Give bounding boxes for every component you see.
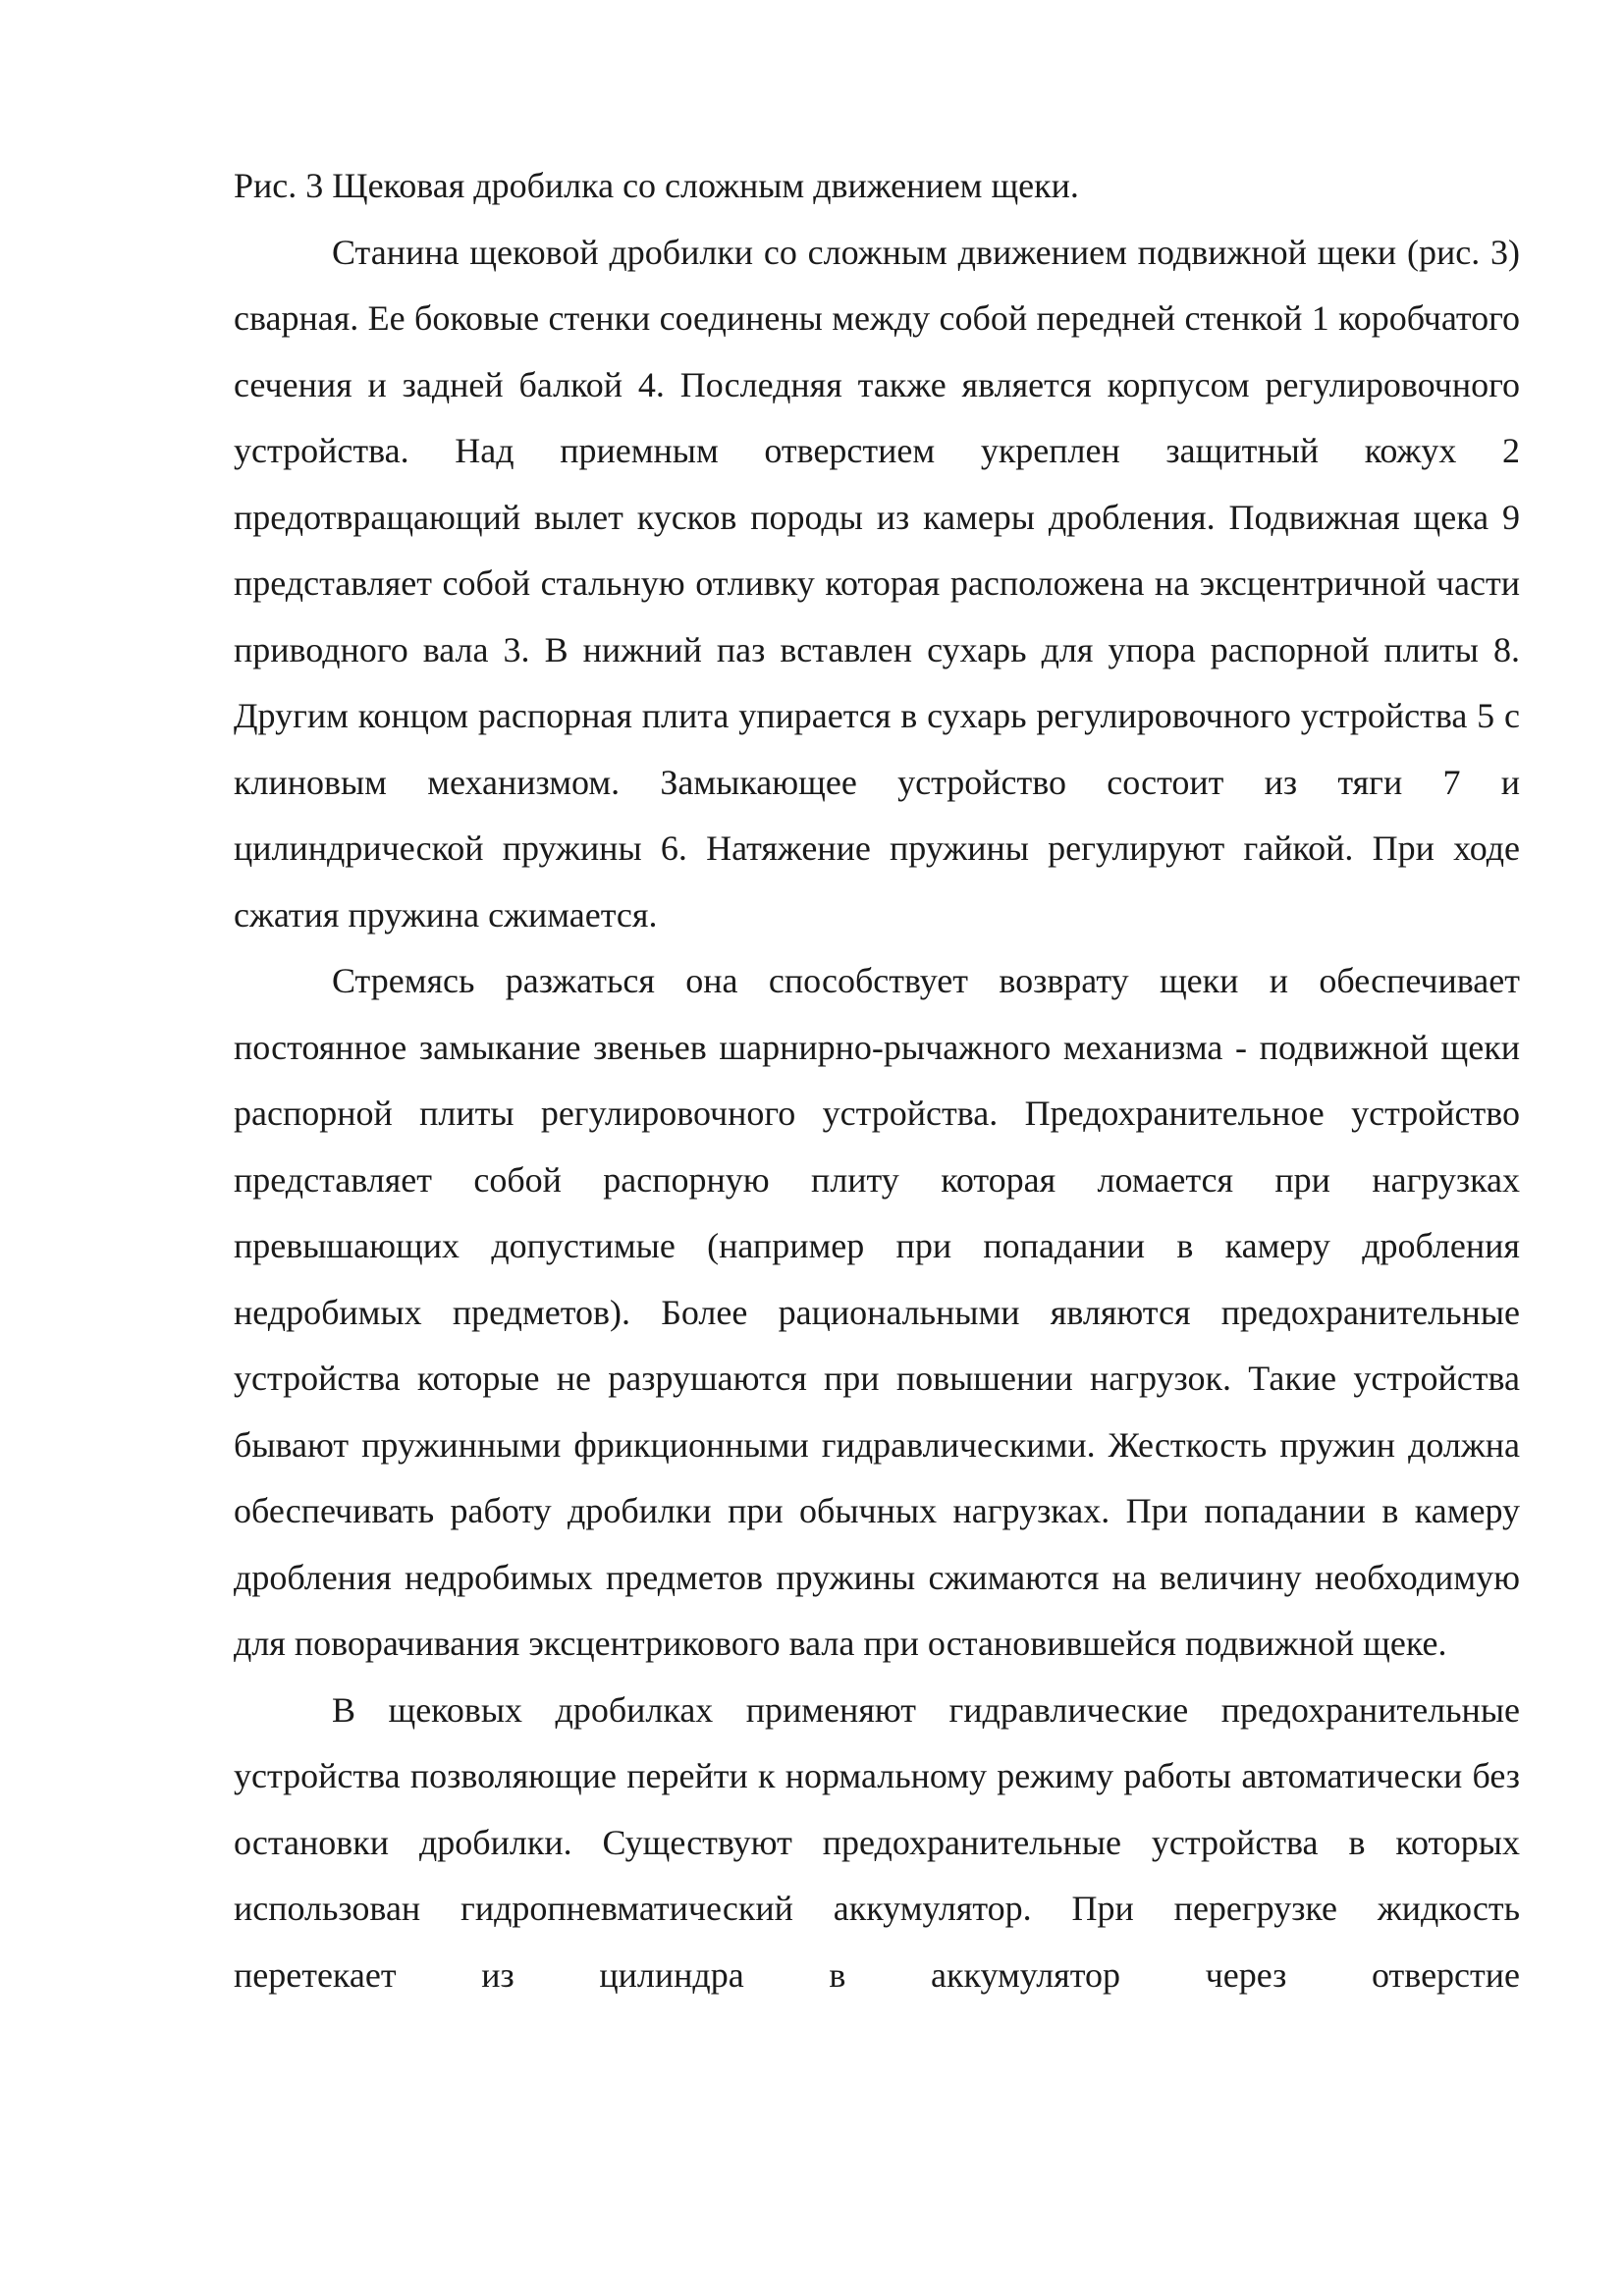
- figure-caption: Рис. 3 Щековая дробилка со сложным движением щеки.: [234, 166, 1079, 205]
- page-text: [234, 153, 1520, 2008]
- paragraph-safety-devices: Стремясь разжаться она способствует возврату щеки и обеспечивает постоянное замыкание звеньев шарнирно-рычажного механизма - подвижной щеки распорной плиты регулировочного устройства. Предохранительное устройство представляет собой распорную плиту которая ломается при нагрузках превышающих допустимые (например при попадании в камеру дробления недробимых предметов). Более рациональными являются предохранительные устройства которые не разрушаются при повышении нагрузок. Такие устройства бывают пружинными фрикционными гидравлическими. Жесткость пружин должна обеспечивать работу дробилки при обычных нагрузках. При попадании в камеру дробления недробимых предметов пружины сжимаются на величину необходимую для поворачивания эксцентрикового вала при остановившейся подвижной щеке.: [234, 961, 1520, 1663]
- paragraph-frame-description: Станина щековой дробилки со сложным движением подвижной щеки (рис. 3) сварная. Ее боковые стенки соединены между собой передней стенкой 1 коробчатого сечения и задней балкой 4. Последняя также является корпусом регулировочного устройства. Над приемным отверстием укреплен защитный кожух 2 предотвращающий вылет кусков породы из камеры дробления. Подвижная щека 9 представляет собой стальную отливку которая расположена на эксцентричной части приводного вала 3. В нижний паз вставлен сухарь для упора распорной плиты 8. Другим концом распорная плита упирается в сухарь регулировочного устройства 5 с клиновым механизмом. Замыкающее устройство состоит из тяги 7 и цилиндрической пружины 6. Натяжение пружины регулируют гайкой. При ходе сжатия пружина сжимается.: [234, 232, 1520, 934]
- paragraph-hydraulic-devices: В щековых дробилках применяют гидравлические предохранительные устройства позволяющие перейти к нормальному режиму работы автоматически без остановки дробилки. Существуют предохранительные устройства в которых использован гидропневматический аккумулятор. При перегрузке жидкость перетекает из цилиндра в аккумулятор через отверстие: [234, 1689, 1520, 1995]
